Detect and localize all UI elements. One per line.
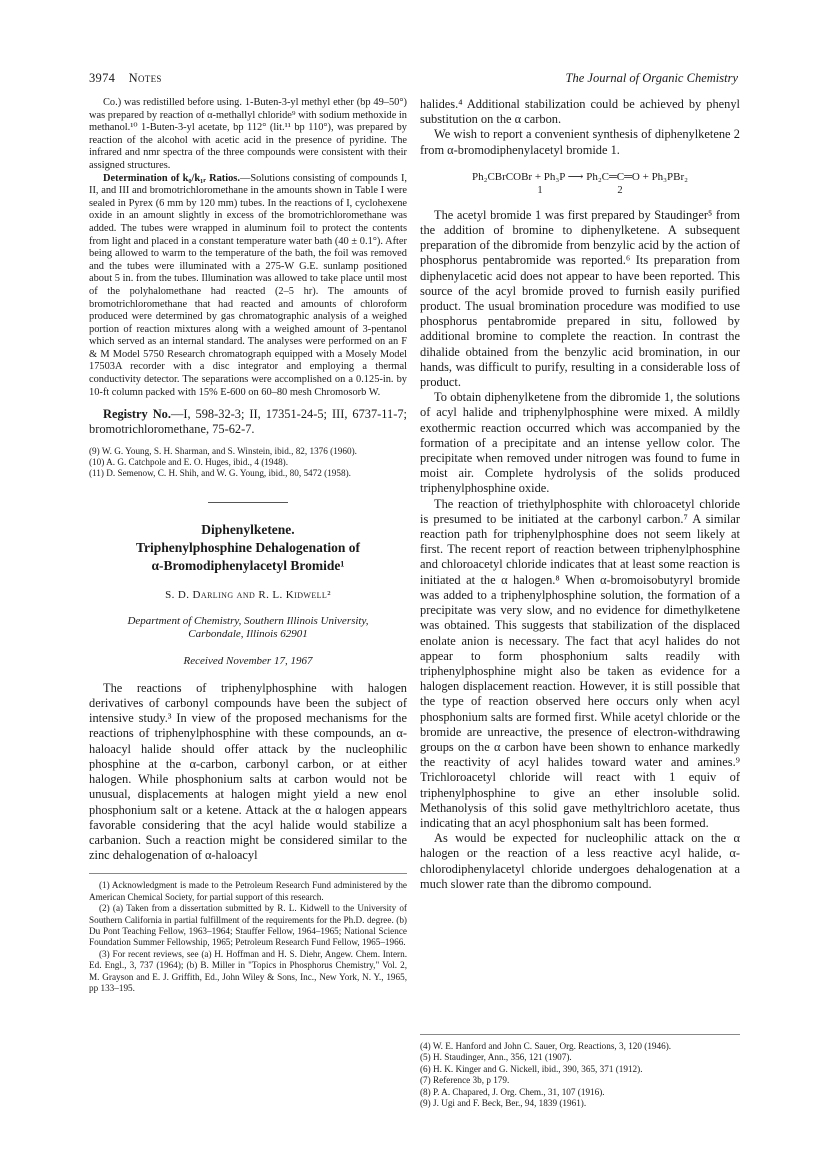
body-paragraph: halides.⁴ Additional stabilization could be achieved by phenyl substitution on the α carbon.	[420, 97, 740, 127]
compound-label: 2	[617, 184, 623, 196]
footnotes	[89, 880, 407, 994]
footnote-item: (7) Reference 3b, p 179.	[420, 1075, 510, 1086]
article-title	[89, 521, 407, 575]
footnote-item: (5) H. Staudinger, Ann., 356, 121 (1907).	[420, 1052, 572, 1063]
experimental-paragraph-2	[89, 173, 407, 400]
footnote-item: (8) P. A. Chapared, J. Org. Chem., 31, 107 (1916).	[420, 1086, 605, 1097]
reaction-equation: Ph₂CBrCOBr + Ph₃P ⟶ Ph₂C═C═O + Ph₃PBr₂	[472, 170, 688, 183]
registry-text: —I, 598-32-3; II, 17351-24-5; III, 6737-11-7; bromotrichloromethane, 75-62-7.	[89, 407, 407, 437]
footnote-item: (1) Acknowledgment is made to the Petroleum Research Fund administered by the American Chemical Society, for partial support of this research.	[89, 880, 407, 902]
body-paragraph: As would be expected for nucleophilic attack on the α halogen or the reaction of a less reactive acyl halide, α-chlorodiphenylacetyl chloride undergoes dehalogenation at a much slower rate than the dibromo compound.	[420, 831, 740, 891]
journal-title: The Journal of Organic Chemistry	[565, 71, 738, 85]
paragraph-heading: Determination of k₀/k₁ᵣ Ratios.	[103, 172, 240, 184]
right-column	[420, 97, 740, 892]
footnote-item: (4) W. E. Hanford and John C. Sauer, Org. Reactions, 3, 120 (1946).	[420, 1041, 672, 1051]
body-paragraph: The reaction of triethylphosphite with chloroacetyl chloride is presumed to be initiated at the carbonyl carbon.⁷ A similar reaction path for triphenylphosphine does not seem likely at first. The recent report of reaction between triphenylphosphine and chloroacetyl chloride indicates that at least some reaction is initiated at the α halogen.⁸ When α-bromoisobutyryl bromide was added to a triphenylphosphine solution, the formation of a precipitate was very slow, and no evidence for dimethylketene was obtained. This suggests that stabilization of the displaced enolate anion is necessary. The fact that acyl halides do not appear to form phosphonium salts readily with triphenylphosphine might also be taken as evidence for a halogen displacement reaction. However, it is still possible that the type of reaction observed here occurs only when acyl phosphonium salts are formed first. While acetyl chloride or the bromide are unreactive, the presence of electron-withdrawing groups on the α carbon have been shown to enhance markedly the reactivity of acyl halides toward water and amines.⁹ Trichloroacetyl chloride will react with 1 equiv of triphenylphosphine to give an ether insoluble solid. Methanolysis of this solid gave methyltrichloro acetate, thus indicating that an acyl phosphonium salt has been formed.	[420, 496, 740, 830]
reference-item: (10) A. G. Catchpole and E. O. Huges, ibid., 4 (1948).	[89, 457, 289, 468]
equation-labels	[420, 185, 740, 196]
footnote-item: (3) For recent reviews, see (a) H. Hoffman and H. S. Diehr, Angew. Chem. Intern. Ed. Engl., 3, 737 (1964); (b) B. Miller in "Topics in Phosphorus Chemistry," Vol. 2, M. Grayson and E. J. Griffith, Ed., John Wiley & Sons, Inc., New York, N. Y., 1965, pp 133–195.	[89, 948, 407, 993]
footnote-divider	[89, 873, 407, 874]
intro-paragraph: The reactions of triphenylphosphine with halogen derivatives of carbonyl compounds have been the subject of intensive study.³ In view of the proposed mechanisms for the reactions of triphenylphosphine with these compounds, an α-haloacyl halide should offer attack by the nucleophilic phosphine at the α-carbon, carbonyl carbon, or at either halogen. While phosphonium salts at carbon would not be unusual, displacements at halogen might yield a new enol phosphonium salt or a ketene. Attack at the α halogen appears favorable considering that the acyl halide would stabilize a carbanion. Such a reaction might be considered similar to the zinc dehalogenation of α-haloacyl	[89, 680, 407, 863]
compound-label: 1	[537, 184, 543, 196]
paragraph-text: —Solutions consisting of compounds I, II, and III and bromotrichloromethane in the amounts shown in Table I were sealed in Pyrex (6 mm by 120 mm) tubes. In the reactions of I, cyclohexene oxide in an amount slightly in excess of the bromotrichloromethane was added. The tubes were wrapped in aluminum foil to protect the contents from light and placed in a constant temperature water bath (40 ± 0.1°). After being allowed to warm to the temperature of the bath, the foil was removed and the tubes were illuminated with a 275-W G.E. sunlamp positioned about 5 in. from the tubes. Illumination was allowed to take place until most of the polyhalomethane had reacted (2–5 hr). The amounts of bromotrichloromethane that had reacted and amounts of chloroform produced were determined by gas chromatographic analysis of a weighed portion of reaction mixtures along with a weighed amount of 3-pentanol which served as an internal standard. The analyses were performed on an F & M Model 5750 Research chromatograph equipped with a Mosely Model 17503A recorder with a disc integrator and employing a thermal conductivity detector. The separations were accomplished on a 0.125-in. by 10-ft column packed with 15% E-600 on 60–80 mesh Chromosorb W.	[89, 172, 408, 398]
registry-numbers	[89, 407, 407, 437]
body-paragraph: To obtain diphenylketene from the dibromide 1, the solutions of acyl halide and triphenylphosphine were mixed. A mildly exothermic reaction occurred which was accompanied by the formation of a precipitate and an intense yellow color. The precipitate when removed under nitrogen was found to fume in moist air. Complete hydrolysis of the solids produced triphenylphosphine oxide.	[420, 390, 740, 496]
reference-item: (9) W. G. Young, S. H. Sharman, and S. Winstein, ibid., 82, 1376 (1960).	[89, 445, 357, 456]
received-date: Received November 17, 1967	[183, 654, 313, 667]
title-line: Triphenylphosphine Dehalogenation of	[135, 539, 361, 555]
footnote-item: (9) J. Ugi and F. Beck, Ber., 94, 1839 (1961).	[420, 1098, 587, 1109]
right-footnotes	[420, 1024, 740, 1109]
affiliation: Department of Chemistry, Southern Illinois University, Carbondale, Illinois 62901	[127, 614, 369, 640]
section-divider	[208, 502, 288, 503]
footnote-item: (6) H. K. Kinger and G. Nickell, ibid., 390, 365, 371 (1912).	[420, 1063, 643, 1074]
title-line: Diphenylketene.	[201, 521, 295, 537]
footnote-divider	[420, 1034, 740, 1035]
body-paragraph: We wish to report a convenient synthesis of diphenylketene 2 from α-bromodiphenylacetyl bromide 1.	[420, 127, 740, 157]
title-line: α-Bromodiphenylacetyl Bromide¹	[151, 557, 345, 573]
footnote-item: (2) (a) Taken from a dissertation submitted by R. L. Kidwell to the University of Southern California in partial fulfillment of the requirements for the Ph.D. degree. (b) Du Pont Teaching Fellow, 1963–1964; Stauffer Fellow, 1964–1965; National Science Foundation Summer Fellowship, 1965; Petroleum Research Fund Fellow, 1965–1966.	[89, 903, 407, 948]
registry-label: Registry No.	[103, 407, 171, 422]
experimental-paragraph-1: Co.) was redistilled before using. 1-Buten-3-yl methyl ether (bp 49–50°) was prepared by reaction of α-methallyl chloride⁹ with sodium methoxide in methanol.¹⁰ 1-Buten-3-yl acetate, bp 112° (lit.¹¹ bp 110°), was prepared by reaction of the alcohol with acetic acid in the presence of pyridine. The infrared and nmr spectra of the three compounds were consistent with their assigned structures.	[89, 97, 407, 171]
left-column	[89, 97, 407, 994]
section-label: Notes	[128, 71, 162, 85]
page-number: 3974	[89, 71, 116, 85]
reference-list-top	[89, 446, 407, 480]
reference-item: (11) D. Semenow, C. H. Shih, and W. G. Young, ibid., 80, 5472 (1958).	[89, 468, 351, 479]
authors: S. D. Darling and R. L. Kidwell²	[165, 588, 331, 601]
running-header-left	[89, 71, 162, 86]
body-paragraph: The acetyl bromide 1 was first prepared by Staudinger⁵ from the addition of bromine to diphenylketene. A subsequent preparation of the dibromide from benzylic acid by the action of phosphorus pentabromide was reported.⁶ Its preparation from diphenylacetic acid does not appear to have been reported. This source of the acyl bromide proved to furnish easily purified product. The usual bromination procedure was modified to use phosphorus pentabromide prepared in situ, followed by additional bromine to complete the reaction. In contrast the dihalide obtained from the benzylic acid bromination, in our hands, was difficult to purify, resulting in a considerable loss of product.	[420, 207, 740, 390]
